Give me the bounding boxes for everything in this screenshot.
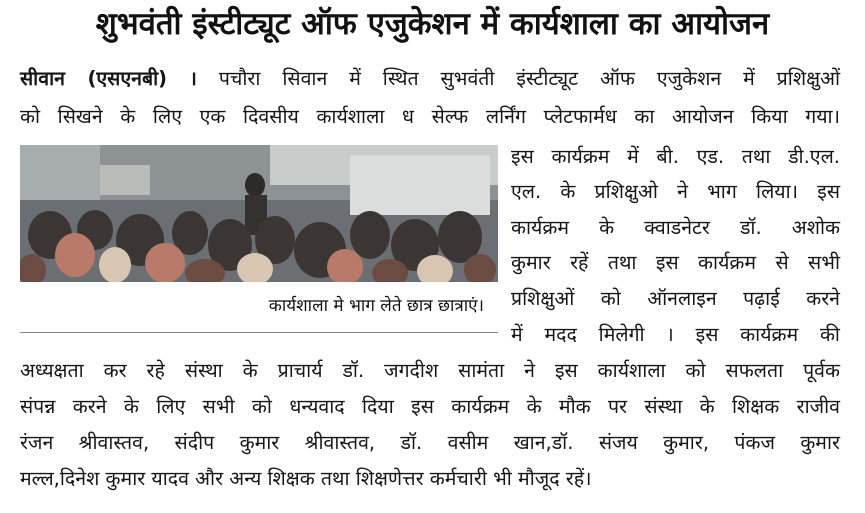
dateline: सीवान (एसएनबी) । xyxy=(20,67,197,90)
article-line-2: को सिखने के लिए एक दिवसीय कार्यशाला ध सेल्फ लर्निंग प्लेटफार्मध का आयोजन किया गया। xyxy=(20,105,840,128)
article-column-line: में मदद मिलेगी । इस कार्यक्रम की xyxy=(511,323,840,346)
article-column-line: इस कार्यक्रम में बी. एड. तथा डी.एल. xyxy=(511,145,840,168)
article-headline: शुभवंती इंस्टीट्यूट ऑफ एजुकेशन में कार्यशाला का आयोजन xyxy=(95,6,770,42)
article-line: रंजन श्रीवास्तव, संदीप कुमार श्रीवास्तव, डॉ. वसीम खान,डॉ. संजय कुमार, पंकज कुमार xyxy=(20,431,840,454)
article-line: मल्ल,दिनेश कुमार यादव और अन्य शिक्षक तथा शिक्षणेत्तर कर्मचारी भी मौजूद रहें। xyxy=(20,467,592,490)
photo-caption: कार्यशाला मे भाग लेते छात्र छात्राएं। xyxy=(268,295,484,316)
workshop-photo xyxy=(20,145,498,282)
article-column-line: एल. के प्रशिक्षुओ ने भाग लिया। इस xyxy=(511,180,840,203)
article-line: अध्यक्षता कर रहे संस्था के प्राचार्य डॉ. जगदीश सामंता ने इस कार्यशाला को सफलता पूर्वक xyxy=(20,359,840,382)
article-column-line: प्रशिक्षुओं को ऑनलाइन पढ़ाई करने xyxy=(511,287,840,310)
article-column-line: कुमार रहें तथा इस कार्यक्रम से सभी xyxy=(511,251,840,274)
article-line: संपन्न करने के लिए सभी को धन्यवाद दिया इस कार्यक्रम के मौक पर संस्था के शिक्षक राजीव xyxy=(20,395,840,418)
article-line-1-text: पचौरा सिवान में स्थित सुभवंती इंस्टीट्यूट ऑफ एजुकेशन में प्रशिक्षुओं xyxy=(218,67,840,90)
caption-divider xyxy=(20,332,498,333)
article-line-1 xyxy=(20,64,840,94)
article-column-line: कार्यक्रम के क्वाडनेटर डॉ. अशोक xyxy=(511,216,840,239)
